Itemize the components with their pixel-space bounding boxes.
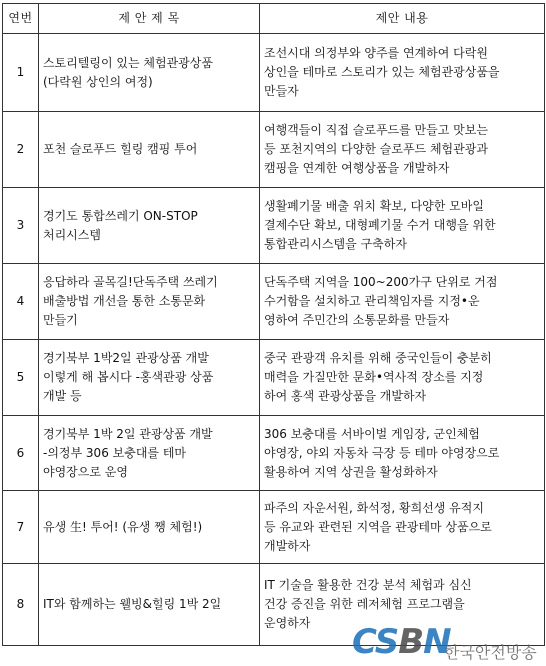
table-row: [3, 188, 545, 264]
table-row: [3, 491, 545, 564]
row-content-cell: [260, 564, 545, 646]
header-no: 연번: [3, 4, 39, 34]
table-row: [3, 340, 545, 416]
header-content: 제안 내용: [260, 4, 545, 34]
row-content: IT 기술을 활용한 건강 분석 체험과 심신 건강 증진을 위한 레저체험 프로그램을 운영하자: [264, 578, 472, 630]
header-title: 제 안 제 목: [39, 4, 260, 34]
row-title-cell: [39, 564, 260, 646]
row-number: 5: [3, 340, 39, 416]
row-number: 1: [3, 34, 39, 112]
row-content: 생활폐기물 배출 위치 확보, 다양한 모바일 결제수단 확보, 대형폐기물 수거 대행을 위한 통합관리시스템을 구축하자: [264, 199, 496, 251]
row-content: 여행객들이 직접 슬로푸드를 만들고 맛보는 등 포천지역의 다양한 슬로푸드 체험관광과 캠핑을 연계한 여행상품을 개발하자: [264, 123, 488, 175]
row-title-cell: [39, 112, 260, 188]
row-content-cell: [260, 188, 545, 264]
row-number: 8: [3, 564, 39, 646]
row-title: 유생 生! 투어! (유생 쨍 체험!): [43, 519, 203, 534]
csbn-logo: CSBN: [352, 622, 451, 662]
table-row: [3, 416, 545, 491]
table-row: [3, 34, 545, 112]
row-content-cell: [260, 112, 545, 188]
row-title-cell: [39, 34, 260, 112]
row-number: 2: [3, 112, 39, 188]
row-title-cell: [39, 264, 260, 340]
row-content-cell: [260, 416, 545, 491]
row-title-cell: [39, 188, 260, 264]
broadcaster-name: 한국안전방송: [444, 643, 537, 662]
row-title: IT와 함께하는 웰빙&힐링 1박 2일: [43, 597, 222, 611]
row-content: 중국 관광객 유치를 위해 중국인들이 충분히 매력을 가질만한 문화•역사적 장소를 지정 하여 홍색 관광상품을 개발하자: [264, 351, 492, 403]
row-content: 단독주택 지역을 100~200가구 단위로 거점 수거함을 설치하고 관리책임자를 지정•운 영하여 주민간의 소통문화를 만들자: [264, 275, 498, 327]
row-number: 6: [3, 416, 39, 491]
table-row: [3, 112, 545, 188]
table-row: [3, 564, 545, 646]
row-title: 스토리텔링이 있는 체험관광상품 (다락원 상인의 여정): [43, 55, 213, 89]
row-title: 포천 슬로푸드 힐링 캠핑 투어: [43, 142, 198, 156]
row-title: 경기북부 1박2일 관광상품 개발 이렇게 해 봅시다 -홍색관광 상품 개발 등: [43, 351, 214, 403]
row-content: 306 보충대를 서바이벌 게임장, 군인체험 야영장, 야외 자동차 극장 등 테마 야영장으로 활용하여 지역 상권을 활성화하자: [264, 426, 500, 479]
row-content-cell: [260, 264, 545, 340]
row-content: 파주의 자운서원, 화석정, 황희선생 유적지 등 유교와 관련된 지역을 관광테마 상품으로 개발하자: [264, 500, 492, 553]
row-title-cell: [39, 416, 260, 491]
proposal-table: [2, 3, 545, 646]
row-number: 3: [3, 188, 39, 264]
table-row: [3, 264, 545, 340]
row-title-cell: [39, 340, 260, 416]
row-number: 7: [3, 491, 39, 564]
row-content-cell: [260, 491, 545, 564]
row-number: 4: [3, 264, 39, 340]
row-title: 응답하라 골목길!단독주택 쓰레기 배출방법 개선을 통한 소통문화 만들기: [43, 275, 218, 327]
row-content-cell: [260, 340, 545, 416]
row-content-cell: [260, 34, 545, 112]
row-title: 경기북부 1박 2일 관광상품 개발 -의정부 306 보충대를 테마 야영장으로 운영: [43, 426, 213, 479]
row-title: 경기도 통합쓰레기 ON-STOP 처리시스템: [43, 208, 198, 242]
row-title-cell: [39, 491, 260, 564]
header-row: [3, 4, 545, 34]
row-content: 조선시대 의정부와 양주를 연계하여 다락원 상인을 테마로 스토리가 있는 체험관광상품을 만들자: [264, 46, 500, 98]
